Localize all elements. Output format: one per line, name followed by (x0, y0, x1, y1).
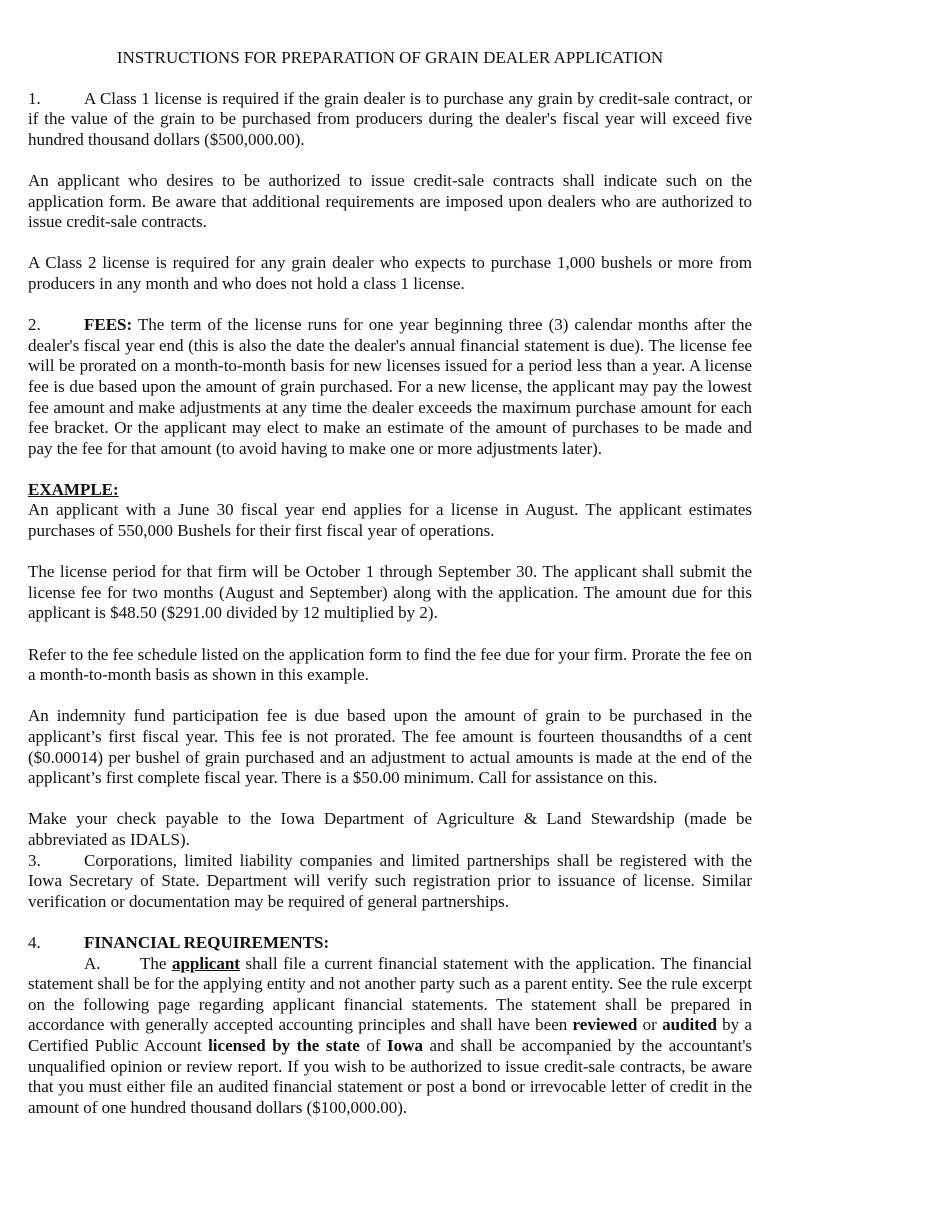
section-4a-text-3: or (637, 1015, 663, 1035)
section-1-text: A Class 1 license is required if the grain dealer is to purchase any grain by credit-sale contract, or if the value of the grain to be purchased from producers during the dealer's fiscal year will exceed five hundred thousand dollars ($500,000.00). (28, 88, 752, 149)
section-4a-text-5: of (359, 1035, 388, 1055)
check-payable-paragraph: Make your check payable to the Iowa Department of Agriculture & Land Stewardship (made be abbreviated as IDALS). (28, 809, 752, 849)
iowa-term: Iowa (387, 1035, 423, 1055)
document-page (28, 48, 752, 1118)
section-4-number: 4. (28, 932, 41, 952)
section-2-number: 2. (28, 315, 41, 335)
section-1-paragraph-1 (28, 89, 752, 151)
section-3-text: Corporations, limited liability companies and limited partnerships shall be registered with the Iowa Secretary of State. Department will verify such registration prior to issuance of license. Similar verification or documentation may be required of general partnerships. (28, 850, 752, 911)
indemnity-fee-paragraph: An indemnity fund participation fee is due based upon the amount of grain to be purchased in the applicant’s first fiscal year. This fee is not prorated. The fee amount is fourteen thousandths of a cent ($0.00014) per bushel of grain purchased and an adjustment to actual amounts is made at the end of the applicant’s first complete fiscal year. There is a $50.00 minimum. Call for assistance on this. (28, 706, 752, 788)
reviewed-term: reviewed (572, 1015, 638, 1035)
section-4a-paragraph (28, 954, 752, 1119)
page-title: INSTRUCTIONS FOR PREPARATION OF GRAIN DEALER APPLICATION (116, 48, 664, 67)
example-paragraph-2: The license period for that firm will be October 1 through September 30. The applicant shall submit the license fee for two months (August and September) along with the application. The amount due for this applicant is $48.50 ($291.00 divided by 12 multiplied by 2). (28, 562, 752, 623)
section-1-paragraph-2: An applicant who desires to be authorized to issue credit-sale contracts shall indicate such on the application form. Be aware that additional requirements are imposed upon dealers who are authorized to issue credit-sale contracts. (28, 170, 752, 232)
section-4a-text-4: by a Certified Public Account (28, 1015, 752, 1055)
section-1-number: 1. (28, 88, 41, 108)
section-4a-text-6: and shall be accompanied by the accountant's unqualified opinion or review report. If you wish to be authorized to issue credit-sale contracts, be aware that you must either file an audited financial statement or post a bond or irrevocable letter of credit in the amount of one hundred thousand dollars ($100,000.00). (28, 1035, 753, 1117)
section-4a-text-2: shall file a current financial statement with the application. The financial statement shall be for the applying entity and not another party such as a parent entity. See the rule excerpt on the following page regarding applicant financial statements. The statement shall be prepared in accordance with generally accepted accounting principles and shall have been (28, 953, 752, 1035)
section-4-heading: FINANCIAL REQUIREMENTS: (84, 932, 330, 952)
applicant-term: applicant (171, 953, 240, 973)
section-2-text: The term of the license runs for one year beginning three (3) calendar months after the dealer's fiscal year end (this is also the date the dealer's annual financial statement is due). The license fee will be prorated on a month-to-month basis for new licenses issued for a period less than a year. A license fee is due based upon the amount of grain purchased. For a new license, the applicant may pay the lowest fee amount and make adjustments at any time the dealer exceeds the maximum purchase amount for each fee bracket. Or the applicant may elect to make an estimate of the amount of purchases to be made and pay the fee for that amount (to avoid having to make one or more adjustments later). (28, 315, 752, 458)
audited-term: audited (662, 1015, 717, 1035)
section-1-paragraph-3: A Class 2 license is required for any grain dealer who expects to purchase 1,000 bushels or more from producers in any month and who does not hold a class 1 license. (28, 253, 752, 293)
section-4a-letter: A. (84, 953, 101, 973)
example-paragraph-3: Refer to the fee schedule listed on the application form to find the fee due for your firm. Prorate the fee on a month-to-month basis as shown in this example. (28, 644, 752, 685)
section-4-heading-line (28, 933, 752, 954)
section-2-paragraph (28, 315, 752, 459)
section-3-number: 3. (28, 850, 41, 870)
example-paragraph-1: An applicant with a June 30 fiscal year end applies for a license in August. The applicant estimates purchases of 550,000 Bushels for their first fiscal year of operations. (28, 500, 752, 541)
fees-label: FEES: (84, 315, 133, 335)
example-heading: EXAMPLE: (28, 479, 119, 499)
section-4a-text-1: The (140, 953, 172, 973)
licensed-term: licensed by the state (208, 1035, 360, 1055)
section-3-paragraph (28, 851, 752, 913)
